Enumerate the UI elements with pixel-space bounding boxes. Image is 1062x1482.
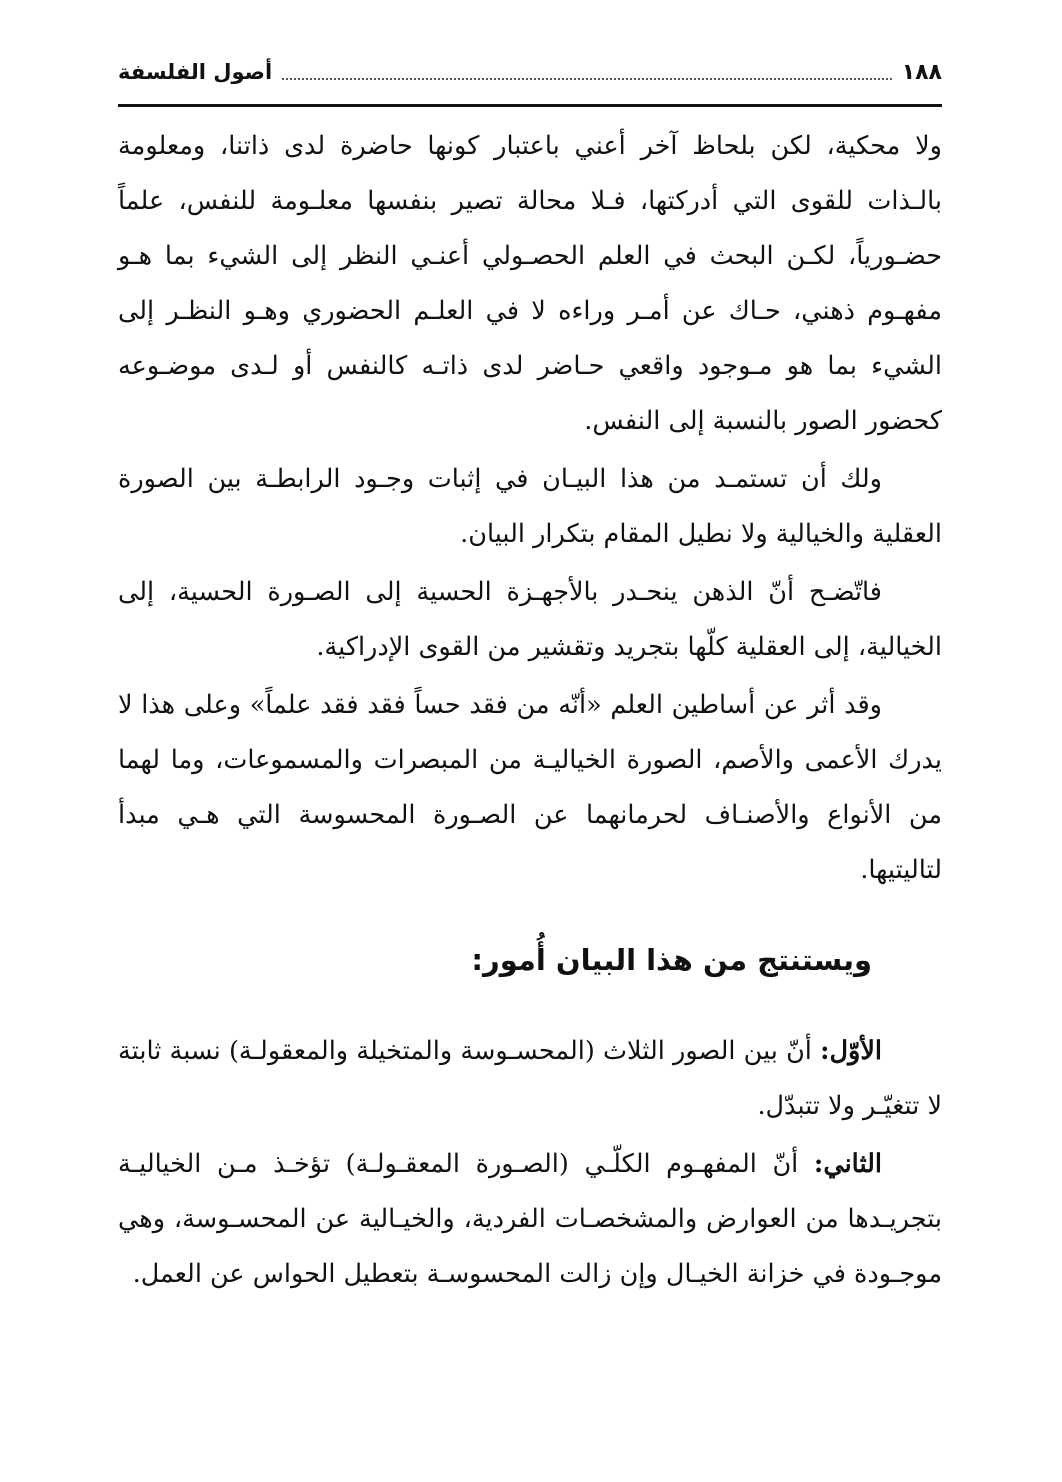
page-number: ١٨٨ (901, 59, 942, 85)
paragraph: ولك أن تستمـد من هذا البيـان في إثبات وجـود الرابطـة بين الصورة العقلية والخيالية ولا نطيل المقام بتكرار البيان. (118, 464, 942, 549)
point-text: أنّ المفهـوم الكلّـي (الصـورة المعقـولـة) تؤخـذ مـن الخياليـة بتجريـدها من العوارض والمشخصـات الفردية، والخيـالية عن المحسـوسة، وهي موجـودة في خزانة الخيـال وإن زالت المحسوسـة بتعطيل الحواس عن العمل. (118, 1149, 942, 1289)
numbered-point (118, 1024, 942, 1134)
point-text: أنّ بين الصور الثلاث (المحسـوسة والمتخيلة والمعقولـة) نسبة ثابتة لا تتغيّـر ولا تتبدّل. (118, 1036, 942, 1121)
section-heading: ويستنتج من هذا البيان أُمور: (471, 943, 872, 977)
header-rule (118, 104, 942, 107)
paragraph: وقد أثر عن أساطين العلم «أنّه من فقد حساً فقد فقد علماً» وعلى هذا لا يدرك الأعمى والأصم، الصورة الخياليـة من المبصرات والمسموعات، وما لهما من الأنواع والأصنـاف لحرمانهما عن الصـورة المحسوسة التي هـي مبدأ لتاليتيها. (118, 690, 942, 885)
running-header-title: أصول الفلسفة (118, 60, 273, 84)
body-text (118, 119, 942, 1302)
paragraph: ولا محكية، لكن بلحاظ آخر أعني باعتبار كونها حاضرة لدى ذاتنا، ومعلومة بالـذات للقوى التي أدركتها، فـلا محالة تصير بنفسها معلـومة للنفس، علماً حضـورياً، لكـن البحث في العلم الحصـولي أعنـي النظر إلى الشيء بما هـو مفهـوم ذهني، حـاك عن أمـر وراءه لا في العلـم الحضوري وهـو النظـر إلى الشيء بما هو مـوجود واقعي حـاضر لدى ذاتـه كالنفس أو لـدى موضـوعه كحضور الصور بالنسبة إلى النفس. (118, 131, 942, 436)
point-lead: الثاني: (813, 1149, 882, 1179)
point-lead: الأوّل: (820, 1036, 882, 1066)
paragraph: فاتّضـح أنّ الذهن ينحـدر بالأجهـزة الحسية إلى الصـورة الحسية، إلى الخيالية، إلى العقلية كلّها بتجريد وتقشير من القوى الإدراكية. (118, 577, 942, 662)
book-page (118, 48, 942, 1438)
running-header (118, 48, 942, 96)
header-dot-leader (282, 64, 892, 80)
numbered-point (118, 1137, 942, 1302)
